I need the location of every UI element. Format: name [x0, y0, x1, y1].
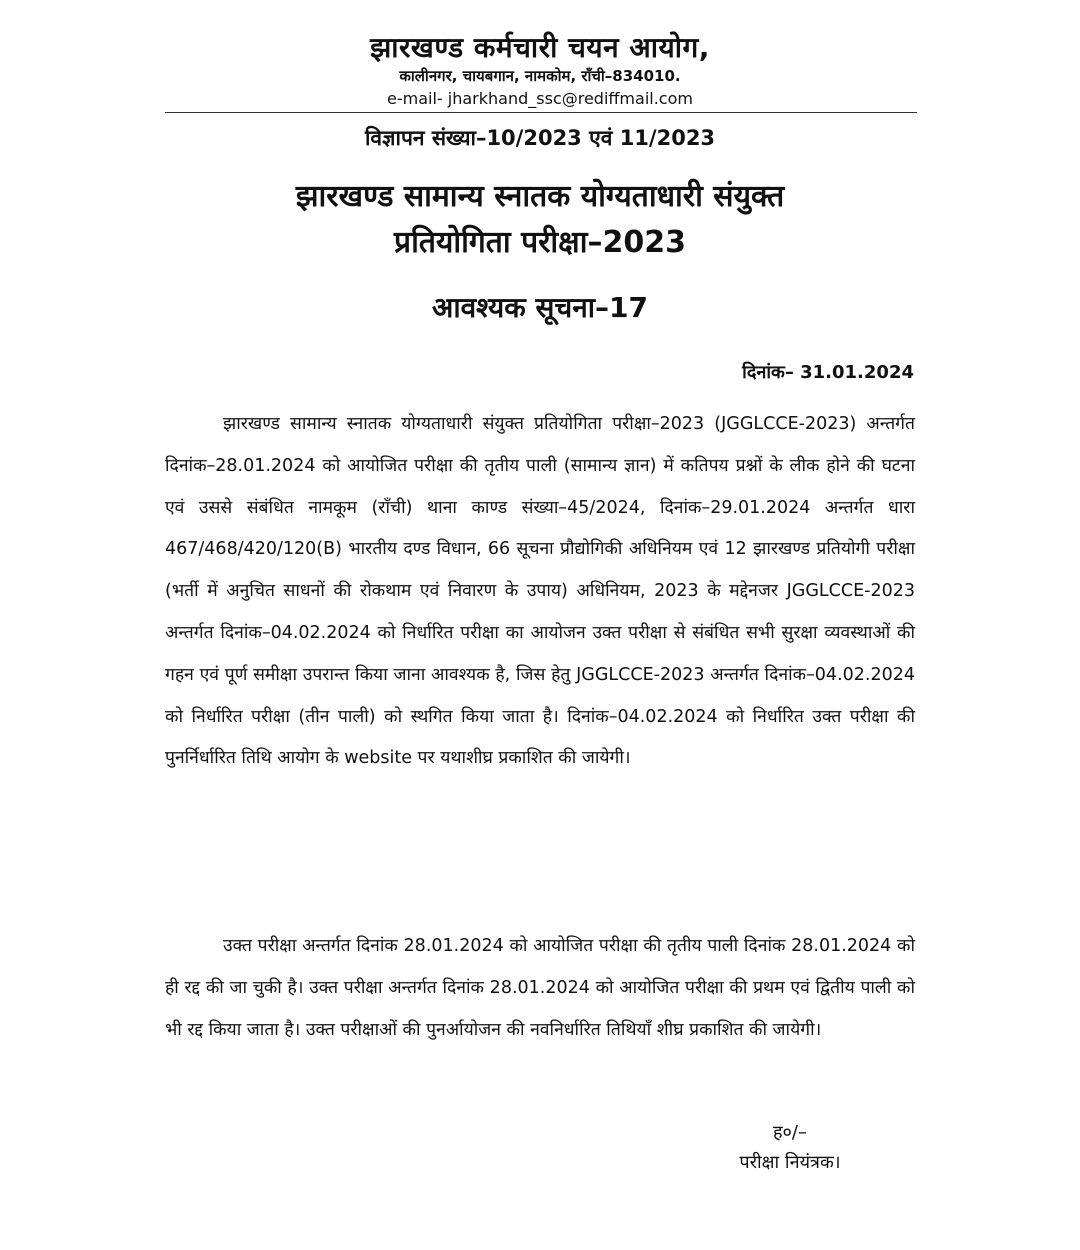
body-paragraph-2: उक्त परीक्षा अन्तर्गत दिनांक 28.01.2024 को आयोजित परीक्षा की तृतीय पाली दिनांक 28.01.2024 को ही रद्द की जा चुकी है। उक्त परीक्षा अन्तर्गत दिनांक 28.01.2024 को आयोजित परीक्षा की प्रथम एवं द्वितीय पाली को भी रद्द किया जाता है। उक्त परीक्षाओं की पुनर्आयोजन की नवनिर्धारित तिथियाँ शीघ्र प्रकाशित की जायेगी।	[165, 936, 915, 1040]
signature-mark: ह०/–	[773, 1122, 807, 1143]
notice-title: आवश्यक सूचना–17	[431, 291, 649, 324]
notice-date: दिनांक– 31.01.2024	[742, 362, 914, 383]
header-divider	[165, 112, 917, 113]
advertisement-number: विज्ञापन संख्या–10/2023 एवं 11/2023	[364, 126, 716, 150]
organization-email: e-mail- jharkhand_ssc@rediffmail.com	[387, 89, 693, 108]
exam-title-line-2: प्रतियोगिता परीक्षा–2023	[394, 225, 686, 260]
exam-title	[0, 174, 1080, 266]
organization-name: झारखण्ड कर्मचारी चयन आयोग,	[370, 31, 710, 64]
organization-address: कालीनगर, चायबगान, नामकोम, राँची–834010.	[399, 67, 681, 85]
body-paragraph-1: झारखण्ड सामान्य स्नातक योग्यताधारी संयुक्त प्रतियोगिता परीक्षा–2023 (JGGLCCE-2023) अन्तर्गत दिनांक–28.01.2024 को आयोजित परीक्षा की तृतीय पाली (सामान्य ज्ञान) में कतिपय प्रश्नों के लीक होने की घटना एवं उससे संबंधित नामकूम (राँची) थाना काण्ड संख्या–45/2024, दिनांक–29.01.2024 अन्तर्गत धारा 467/468/420/120(B) भारतीय दण्ड विधान, 66 सूचना प्रौद्योगिकी अधिनियम एवं 12 झारखण्ड प्रतियोगी परीक्षा (भर्ती में अनुचित साधनों की रोकथाम एवं निवारण के उपाय) अधिनियम, 2023 के मद्देनजर JGGLCCE-2023 अन्तर्गत दिनांक–04.02.2024 को निर्धारित परीक्षा का आयोजन उक्त परीक्षा से संबंधित सभी सुरक्षा व्यवस्थाओं की गहन एवं पूर्ण समीक्षा उपरान्त किया जाना आवश्यक है, जिस हेतु JGGLCCE-2023 अन्तर्गत दिनांक–04.02.2024 को निर्धारित परीक्षा (तीन पाली) को स्थगित किया जाता है। दिनांक–04.02.2024 को निर्धारित उक्त परीक्षा की पुनर्निर्धारित तिथि आयोग के website पर यथाशीघ्र प्रकाशित की जायेगी।	[165, 414, 915, 769]
signatory-designation: परीक्षा नियंत्रक।	[739, 1152, 841, 1173]
exam-title-line-1: झारखण्ड सामान्य स्नातक योग्यताधारी संयुक्त	[295, 179, 785, 214]
